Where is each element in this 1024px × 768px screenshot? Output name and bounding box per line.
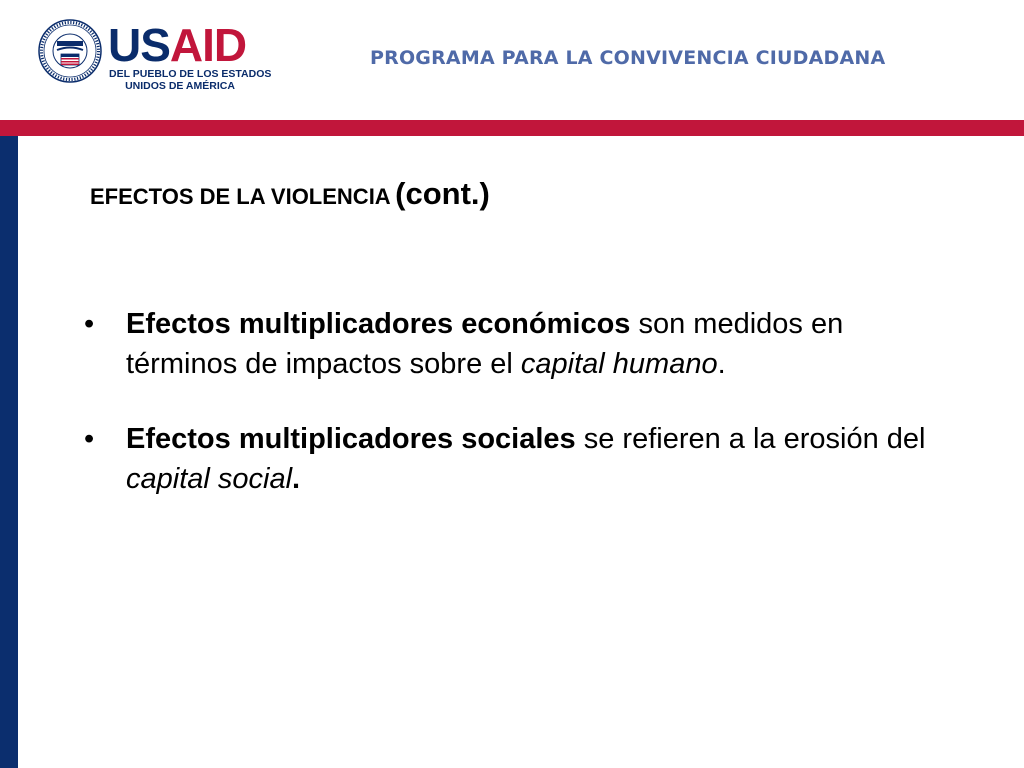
bullet-marker: •: [84, 423, 95, 455]
bullet-italic-text: capital humano: [520, 348, 718, 380]
usaid-wordmark: [108, 19, 247, 71]
left-accent-bar: [0, 136, 18, 768]
logo-tagline: [109, 68, 272, 92]
program-title: PROGRAMA PARA LA CONVIVENCIA CIUDADANA: [370, 47, 886, 69]
slide-title: [90, 176, 490, 212]
header-divider-red: [0, 120, 1024, 136]
usaid-seal-icon: [38, 19, 102, 83]
slide-title-main: EFECTOS DE LA VIOLENCIA: [90, 184, 391, 209]
logo-tagline-line1: DEL PUEBLO DE LOS ESTADOS: [109, 68, 272, 80]
bullet-end: .: [292, 463, 301, 495]
bullet-marker: •: [84, 308, 95, 340]
list-item: [84, 419, 944, 499]
bullet-bold-text: Efectos multiplicadores sociales: [126, 423, 576, 455]
bullet-end: .: [717, 348, 726, 380]
bullet-list: [84, 304, 944, 534]
logo-acronym-aid: AID: [169, 19, 247, 71]
bullet-text: se refieren a la erosión del: [575, 423, 926, 455]
slide-title-suffix: (cont.): [395, 176, 490, 211]
list-item: [84, 304, 944, 384]
bullet-text: son medidos en términos de impactos sobre el: [126, 308, 844, 380]
logo-tagline-line2: UNIDOS DE AMÉRICA: [125, 80, 235, 92]
bullet-italic-text: capital social: [126, 463, 293, 495]
bullet-bold-text: Efectos multiplicadores económicos: [126, 308, 631, 340]
logo-acronym-us: US: [108, 19, 170, 71]
